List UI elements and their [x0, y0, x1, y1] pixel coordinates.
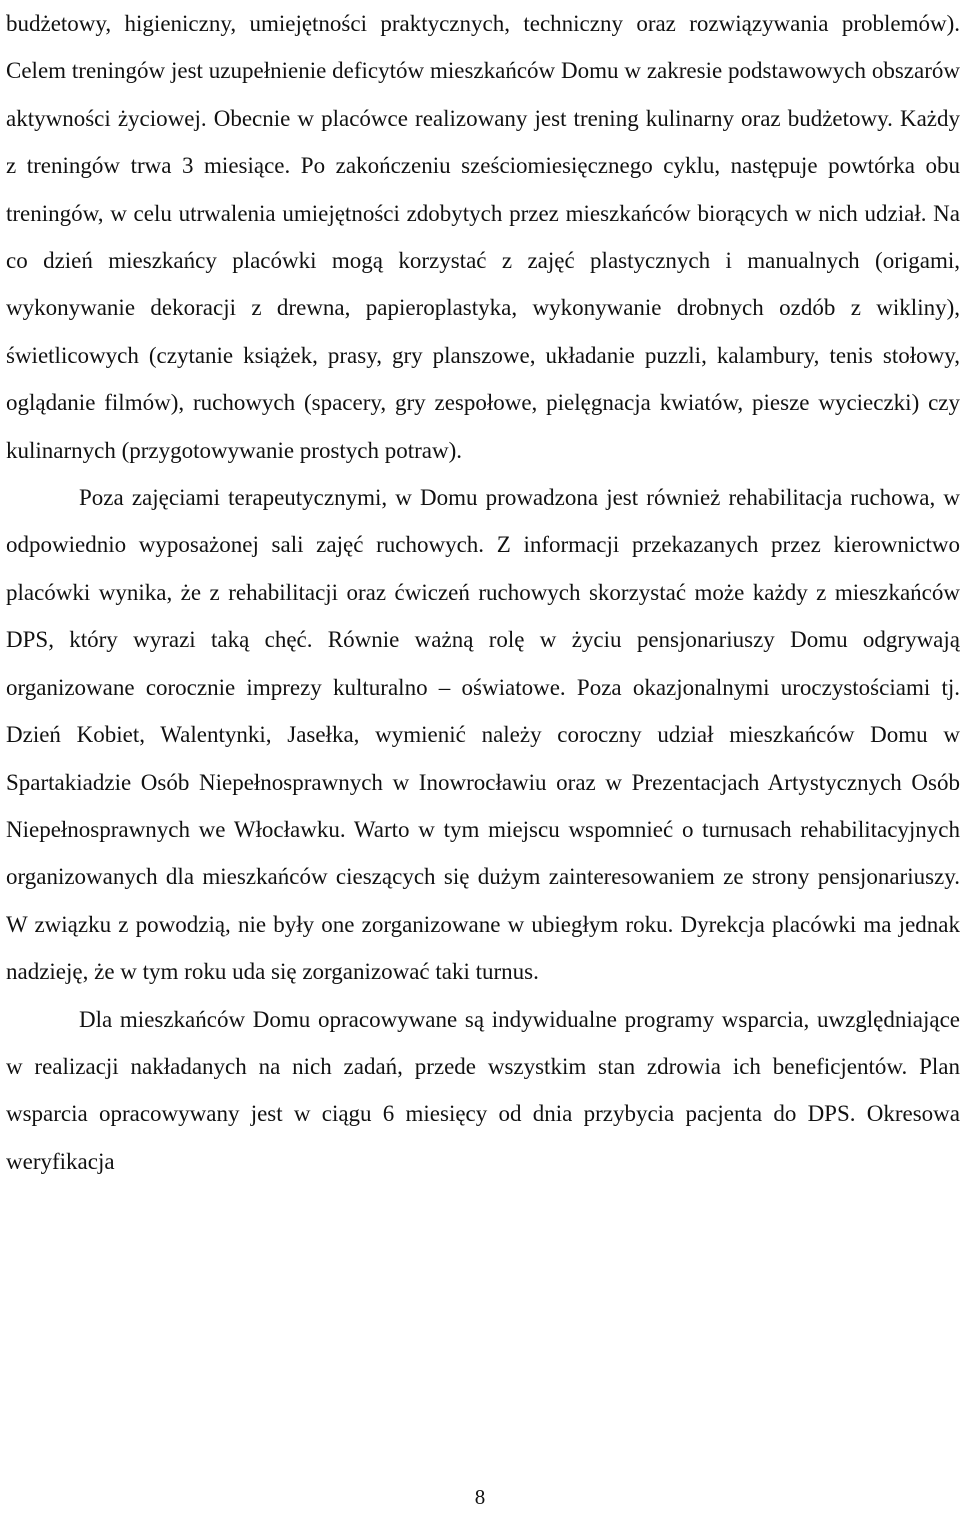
page-number: 8 [474, 1485, 486, 1509]
paragraph-continuation: budżetowy, higieniczny, umiejętności praktycznych, techniczny oraz rozwiązywania problemów). Celem treningów jest uzupełnienie deficytów mieszkańców Domu w zakresie podstawowych obszarów aktywności życiowej. Obecnie w placówce realizowany jest trening kulinarny oraz budżetowy. Każdy z treningów trwa 3 miesiące. Po zakończeniu sześciomiesięcznego cyklu, następuje powtórka obu treningów, w celu utrwalenia umiejętności zdobytych przez mieszkańców biorących w nich udział. Na co dzień mieszkańcy placówki mogą korzystać z zajęć plastycznych i manualnych (origami, wykonywanie dekoracji z drewna, papieroplastyka, wykonywanie drobnych ozdób z wikliny), świetlicowych (czytanie książek, prasy, gry planszowe, układanie puzzli, kalambury, tenis stołowy, oglądanie filmów), ruchowych (spacery, gry zespołowe, pielęgnacja kwiatów, piesze wycieczki) czy kulinarnych (przygotowywanie prostych potraw). [6, 11, 960, 463]
paragraph-rehabilitation: Poza zajęciami terapeutycznymi, w Domu prowadzona jest również rehabilitacja ruchowa, w odpowiednio wyposażonej sali zajęć ruchowych. Z informacji przekazanych przez kierownictwo placówki wynika, że z rehabilitacji oraz ćwiczeń ruchowych skorzystać może każdy z mieszkańców DPS, który wyrazi taką chęć. Równie ważną rolę w życiu pensjonariuszy Domu odgrywają organizowane corocznie imprezy kulturalno – oświatowe. Poza okazjonalnymi uroczystościami tj. Dzień Kobiet, Walentynki, Jasełka, wymienić należy coroczny udział mieszkańców Domu w Spartakiadzie Osób Niepełnosprawnych w Inowrocławiu oraz w Prezentacjach Artystycznych Osób Niepełnosprawnych we Włocławku. Warto w tym miejscu wspomnieć o turnusach rehabilitacyjnych organizowanych dla mieszkańców cieszących się dużym zainteresowaniem ze strony pensjonariuszy. W związku z powodzią, nie były one zorganizowane w ubiegłym roku. Dyrekcja placówki ma jednak nadzieję, że w tym roku uda się zorganizować taki turnus. [6, 485, 960, 985]
paragraph-support-programs: Dla mieszkańców Domu opracowywane są indywidualne programy wsparcia, uwzględniające w realizacji nakładanych na nich zadań, przede wszystkim stan zdrowia ich beneficjentów. Plan wsparcia opracowywany jest w ciągu 6 miesięcy od dnia przybycia pacjenta do DPS. Okresowa weryfikacja [6, 1006, 960, 1174]
document-body [6, 0, 960, 1185]
